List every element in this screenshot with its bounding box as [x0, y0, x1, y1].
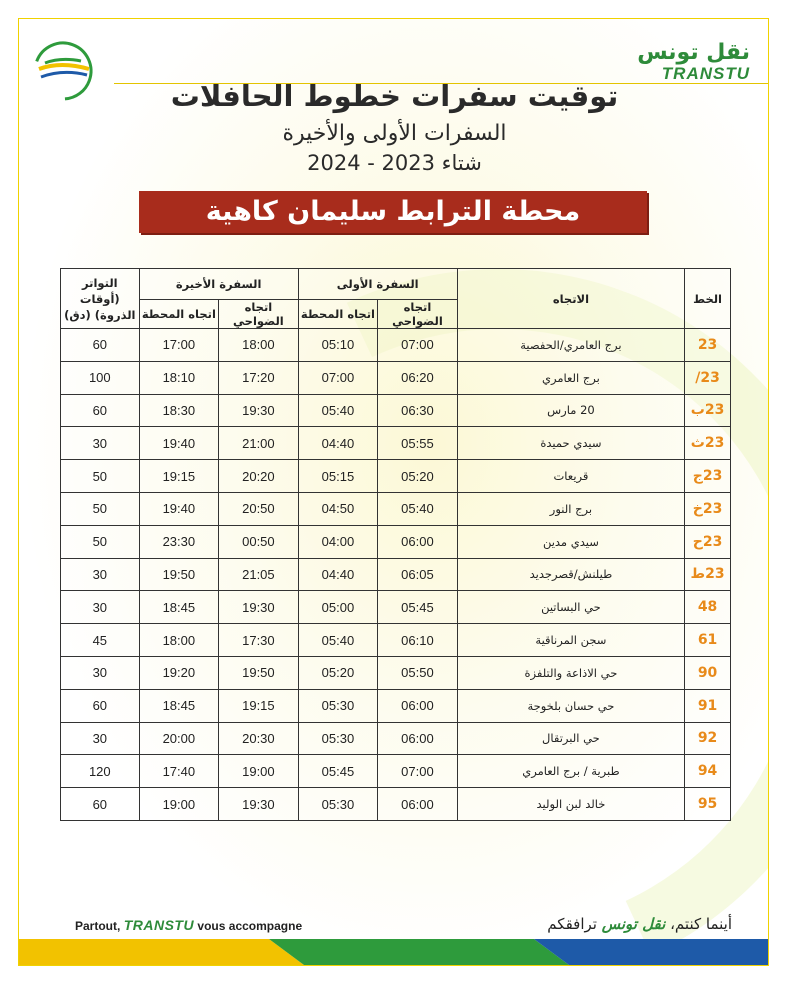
header-first-suburbs: اتجاه الضواحي [378, 300, 458, 329]
cell-last-suburbs: 19:30 [219, 394, 299, 427]
cell-direction: 20 مارس [457, 394, 684, 427]
cell-last-station: 19:20 [139, 656, 219, 689]
cell-last-suburbs: 19:50 [219, 656, 299, 689]
cell-last-station: 19:00 [139, 788, 219, 821]
cell-first-station: 04:00 [298, 525, 378, 558]
cell-last-suburbs: 21:00 [219, 427, 299, 460]
cell-first-station: 05:30 [298, 788, 378, 821]
header-line: الخط [685, 269, 731, 329]
header-last-trip: السفرة الأخيرة [139, 269, 298, 300]
cell-last-station: 18:10 [139, 361, 219, 394]
cell-last-station: 19:40 [139, 492, 219, 525]
table-row [61, 722, 731, 755]
footer-fr-before: Partout, [75, 919, 121, 933]
cell-direction: حي البساتين [457, 591, 684, 624]
cell-last-station: 18:45 [139, 689, 219, 722]
cell-direction: حي حسان بلخوجة [457, 689, 684, 722]
cell-last-suburbs: 18:00 [219, 329, 299, 362]
cell-line: 23ث [685, 427, 731, 460]
cell-freq: 50 [61, 492, 140, 525]
yellow-bar [19, 939, 304, 965]
cell-freq: 60 [61, 329, 140, 362]
cell-last-suburbs: 20:50 [219, 492, 299, 525]
table-row [61, 525, 731, 558]
table-row [61, 788, 731, 821]
cell-first-suburbs: 06:10 [378, 624, 458, 657]
cell-first-suburbs: 05:40 [378, 492, 458, 525]
station-banner: محطة الترابط سليمان كاهية [139, 191, 647, 233]
cell-first-station: 05:40 [298, 624, 378, 657]
page-title: توقيت سفرات خطوط الحافلات [170, 79, 619, 113]
cell-first-station: 05:40 [298, 394, 378, 427]
cell-last-station: 18:00 [139, 624, 219, 657]
header-frequency: التواتر (أوقات الذروة) (دق) [61, 269, 140, 329]
schedule-body [61, 329, 731, 821]
cell-line: 91 [685, 689, 731, 722]
cell-line: 94 [685, 755, 731, 788]
cell-freq: 30 [61, 427, 140, 460]
cell-first-suburbs: 06:30 [378, 394, 458, 427]
blue-bar [534, 939, 769, 965]
cell-first-suburbs: 06:00 [378, 722, 458, 755]
cell-last-station: 19:15 [139, 460, 219, 493]
cell-direction: برج العامري/الحفصية [457, 329, 684, 362]
cell-line: 23ب [685, 394, 731, 427]
table-row [61, 558, 731, 591]
cell-first-station: 05:15 [298, 460, 378, 493]
footer-color-bars [19, 939, 769, 965]
table-row [61, 492, 731, 525]
cell-line: 95 [685, 788, 731, 821]
cell-direction: برج النور [457, 492, 684, 525]
cell-first-station: 05:30 [298, 722, 378, 755]
cell-line: 23ح [685, 525, 731, 558]
cell-line: 23ج [685, 460, 731, 493]
cell-last-suburbs: 00:50 [219, 525, 299, 558]
cell-first-station: 05:45 [298, 755, 378, 788]
footer-ar-brand: نقل تونس [601, 915, 666, 933]
footer-ar-after: ترافقكم [547, 915, 597, 933]
cell-freq: 30 [61, 591, 140, 624]
cell-line: 23ط [685, 558, 731, 591]
cell-freq: 45 [61, 624, 140, 657]
cell-direction: طبرية / برج العامري [457, 755, 684, 788]
table-row [61, 460, 731, 493]
cell-direction: خالد لبن الوليد [457, 788, 684, 821]
cell-freq: 60 [61, 394, 140, 427]
poster-frame [18, 18, 769, 966]
table-row [61, 591, 731, 624]
cell-first-station: 04:50 [298, 492, 378, 525]
cell-first-suburbs: 06:05 [378, 558, 458, 591]
cell-last-suburbs: 20:20 [219, 460, 299, 493]
cell-freq: 30 [61, 656, 140, 689]
brand-arabic: نقل تونس [637, 40, 750, 65]
footer-slogan-ar [547, 915, 732, 933]
cell-line: 90 [685, 656, 731, 689]
cell-first-suburbs: 05:45 [378, 591, 458, 624]
cell-line: 92 [685, 722, 731, 755]
table-row [61, 427, 731, 460]
cell-direction: حي البرتقال [457, 722, 684, 755]
cell-freq: 30 [61, 722, 140, 755]
cell-last-suburbs: 19:00 [219, 755, 299, 788]
schedule-table [60, 268, 731, 821]
cell-line: 23/ [685, 361, 731, 394]
cell-direction: سيدي حميدة [457, 427, 684, 460]
cell-first-suburbs: 05:20 [378, 460, 458, 493]
cell-freq: 50 [61, 460, 140, 493]
cell-first-suburbs: 05:50 [378, 656, 458, 689]
cell-first-suburbs: 06:20 [378, 361, 458, 394]
cell-first-suburbs: 07:00 [378, 329, 458, 362]
cell-freq: 120 [61, 755, 140, 788]
cell-first-suburbs: 07:00 [378, 755, 458, 788]
table-row [61, 624, 731, 657]
cell-line: 23 [685, 329, 731, 362]
cell-first-station: 05:30 [298, 689, 378, 722]
cell-first-suburbs: 06:00 [378, 788, 458, 821]
cell-last-suburbs: 19:30 [219, 788, 299, 821]
cell-last-suburbs: 17:20 [219, 361, 299, 394]
cell-last-station: 17:40 [139, 755, 219, 788]
green-bar [269, 939, 569, 965]
brand-latin: TRANSTU [661, 64, 750, 83]
cell-first-station: 05:00 [298, 591, 378, 624]
cell-freq: 30 [61, 558, 140, 591]
page-subtitle: السفرات الأولى والأخيرة [282, 121, 507, 146]
cell-freq: 100 [61, 361, 140, 394]
header-first-station: اتجاه المحطة [298, 300, 378, 329]
cell-freq: 60 [61, 689, 140, 722]
cell-first-suburbs: 06:00 [378, 525, 458, 558]
cell-first-suburbs: 05:55 [378, 427, 458, 460]
cell-last-station: 19:40 [139, 427, 219, 460]
cell-first-station: 05:10 [298, 329, 378, 362]
header-last-suburbs: اتجاه الضواحي [219, 300, 299, 329]
table-row [61, 689, 731, 722]
cell-last-station: 20:00 [139, 722, 219, 755]
table-row [61, 361, 731, 394]
cell-line: 23خ [685, 492, 731, 525]
table-row [61, 755, 731, 788]
cell-last-station: 19:50 [139, 558, 219, 591]
cell-direction: سجن المرناقية [457, 624, 684, 657]
cell-freq: 50 [61, 525, 140, 558]
cell-line: 61 [685, 624, 731, 657]
cell-last-suburbs: 19:15 [219, 689, 299, 722]
cell-last-suburbs: 19:30 [219, 591, 299, 624]
cell-direction: حي الاذاعة والتلفزة [457, 656, 684, 689]
cell-last-station: 17:00 [139, 329, 219, 362]
header-first-trip: السفرة الأولى [298, 269, 457, 300]
cell-first-station: 04:40 [298, 558, 378, 591]
cell-last-suburbs: 17:30 [219, 624, 299, 657]
cell-direction: سيدي مدين [457, 525, 684, 558]
footer-ar-before: أينما كنتم، [670, 915, 732, 933]
cell-first-station: 07:00 [298, 361, 378, 394]
cell-last-station: 18:45 [139, 591, 219, 624]
cell-first-station: 05:20 [298, 656, 378, 689]
cell-line: 48 [685, 591, 731, 624]
cell-freq: 60 [61, 788, 140, 821]
footer-slogan-fr [75, 917, 302, 933]
cell-last-station: 23:30 [139, 525, 219, 558]
table-row [61, 329, 731, 362]
header-last-station: اتجاه المحطة [139, 300, 219, 329]
cell-direction: طيلنش/قصرجديد [457, 558, 684, 591]
table-row [61, 394, 731, 427]
header-direction: الاتجاه [457, 269, 684, 329]
footer-fr-brand: TRANSTU [123, 917, 195, 933]
cell-first-station: 04:40 [298, 427, 378, 460]
footer-fr-after: vous accompagne [197, 919, 303, 933]
season-label: شتاء 2023 - 2024 [307, 151, 482, 175]
cell-first-suburbs: 06:00 [378, 689, 458, 722]
table-row [61, 656, 731, 689]
cell-last-suburbs: 21:05 [219, 558, 299, 591]
cell-direction: قريعات [457, 460, 684, 493]
cell-last-suburbs: 20:30 [219, 722, 299, 755]
cell-direction: برج العامري [457, 361, 684, 394]
transtu-logo [637, 41, 750, 83]
cell-last-station: 18:30 [139, 394, 219, 427]
